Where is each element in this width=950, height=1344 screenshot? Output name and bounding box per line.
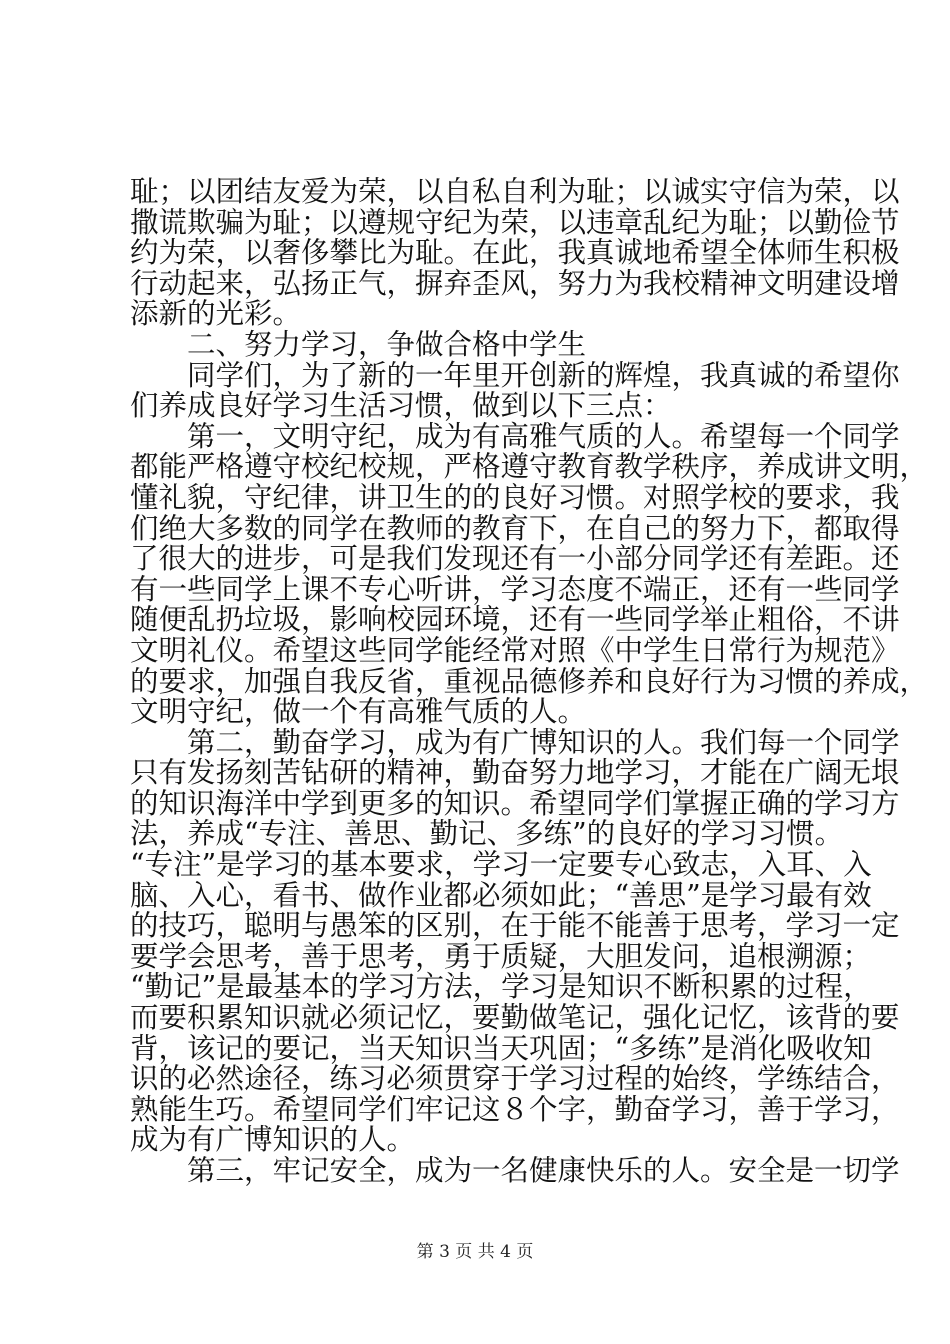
text-line: 约为荣，以奢侈攀比为耻。在此，我真诚地希望全体师生积极 [130, 236, 900, 270]
text-line: 识的必然途径，练习必须贯穿于学习过程的始终，学练结合， [130, 1062, 900, 1096]
text-line: 有一些同学上课不专心听讲，学习态度不端正，还有一些同学 [130, 572, 900, 606]
section-heading: 二、努力学习，争做合格中学生 [187, 327, 587, 361]
page-footer [0, 1241, 950, 1263]
text-line: 的技巧，聪明与愚笨的区别，在于能不能善于思考，学习一定 [130, 909, 900, 943]
text-line: 都能严格遵守校纪校规，严格遵守教育教学秩序，养成讲文明， [130, 450, 929, 484]
text-line: 耻；以团结友爱为荣，以自私自利为耻；以诚实守信为荣，以 [130, 175, 900, 208]
text-line: 第二，勤奋学习，成为有广博知识的人。我们每一个同学 [187, 725, 900, 759]
text-line: 第三，牢记安全，成为一名健康快乐的人。安全是一切学 [187, 1154, 900, 1187]
text-line: 撒谎欺骗为耻；以遵规守纪为荣，以违章乱纪为耻；以勤俭节 [130, 205, 900, 239]
text-line: 添新的光彩。 [130, 297, 302, 331]
page-number-label: 第 3 页 共 4 页 [416, 1242, 534, 1262]
text-line: 成为有广博知识的人。 [130, 1123, 416, 1157]
text-line: 文明礼仪。希望这些同学能经常对照《中学生日常行为规范》 [130, 633, 900, 667]
text-line: 法，养成“专注、善思、勤记、多练”的良好的学习习惯。 [130, 817, 844, 851]
text-line: 而要积累知识就必须记忆，要勤做笔记，强化记忆，该背的要 [130, 1001, 900, 1035]
text-line: 的知识海洋中学到更多的知识。希望同学们掌握正确的学习方 [130, 786, 900, 820]
text-line: 随便乱扔垃圾，影响校园环境，还有一些同学举止粗俗，不讲 [130, 603, 900, 637]
text-line: 们绝大多数的同学在教师的教育下，在自己的努力下，都取得 [130, 511, 900, 545]
text-line: 熟能生巧。希望同学们牢记这８个字，勤奋学习，善于学习， [130, 1092, 900, 1126]
text-line: 脑、入心，看书、做作业都必须如此；“善思”是学习最有效 [130, 878, 872, 912]
document-body [130, 175, 929, 1187]
text-line: 行动起来，弘扬正气，摒弃歪风，努力为我校精神文明建设增 [130, 266, 900, 300]
text-line: 只有发扬刻苦钻研的精神，勤奋努力地学习，才能在广阔无垠 [130, 756, 900, 790]
text-line: 同学们，为了新的一年里开创新的辉煌，我真诚的希望你 [187, 358, 900, 392]
text-line: 的要求，加强自我反省，重视品德修养和良好行为习惯的养成， [130, 664, 929, 698]
text-line: 要学会思考，善于思考，勇于质疑，大胆发问，追根溯源； [130, 939, 872, 973]
text-line: 们养成良好学习生活习惯，做到以下三点： [130, 389, 672, 423]
text-line: 了很大的进步，可是我们发现还有一小部分同学还有差距。还 [130, 542, 900, 576]
text-line: 文明守纪，做一个有高雅气质的人。 [130, 695, 587, 729]
text-line: 懂礼貌，守纪律，讲卫生的的良好习惯。对照学校的要求，我 [130, 480, 900, 514]
text-line: “勤记”是最基本的学习方法，学习是知识不断积累的过程， [130, 970, 872, 1004]
text-line: 第一，文明守纪，成为有高雅气质的人。希望每一个同学 [187, 419, 900, 453]
text-line: 背，该记的要记，当天知识当天巩固；“多练”是消化吸收知 [130, 1031, 872, 1065]
text-line: “专注”是学习的基本要求，学习一定要专心致志，入耳、入 [130, 848, 872, 882]
